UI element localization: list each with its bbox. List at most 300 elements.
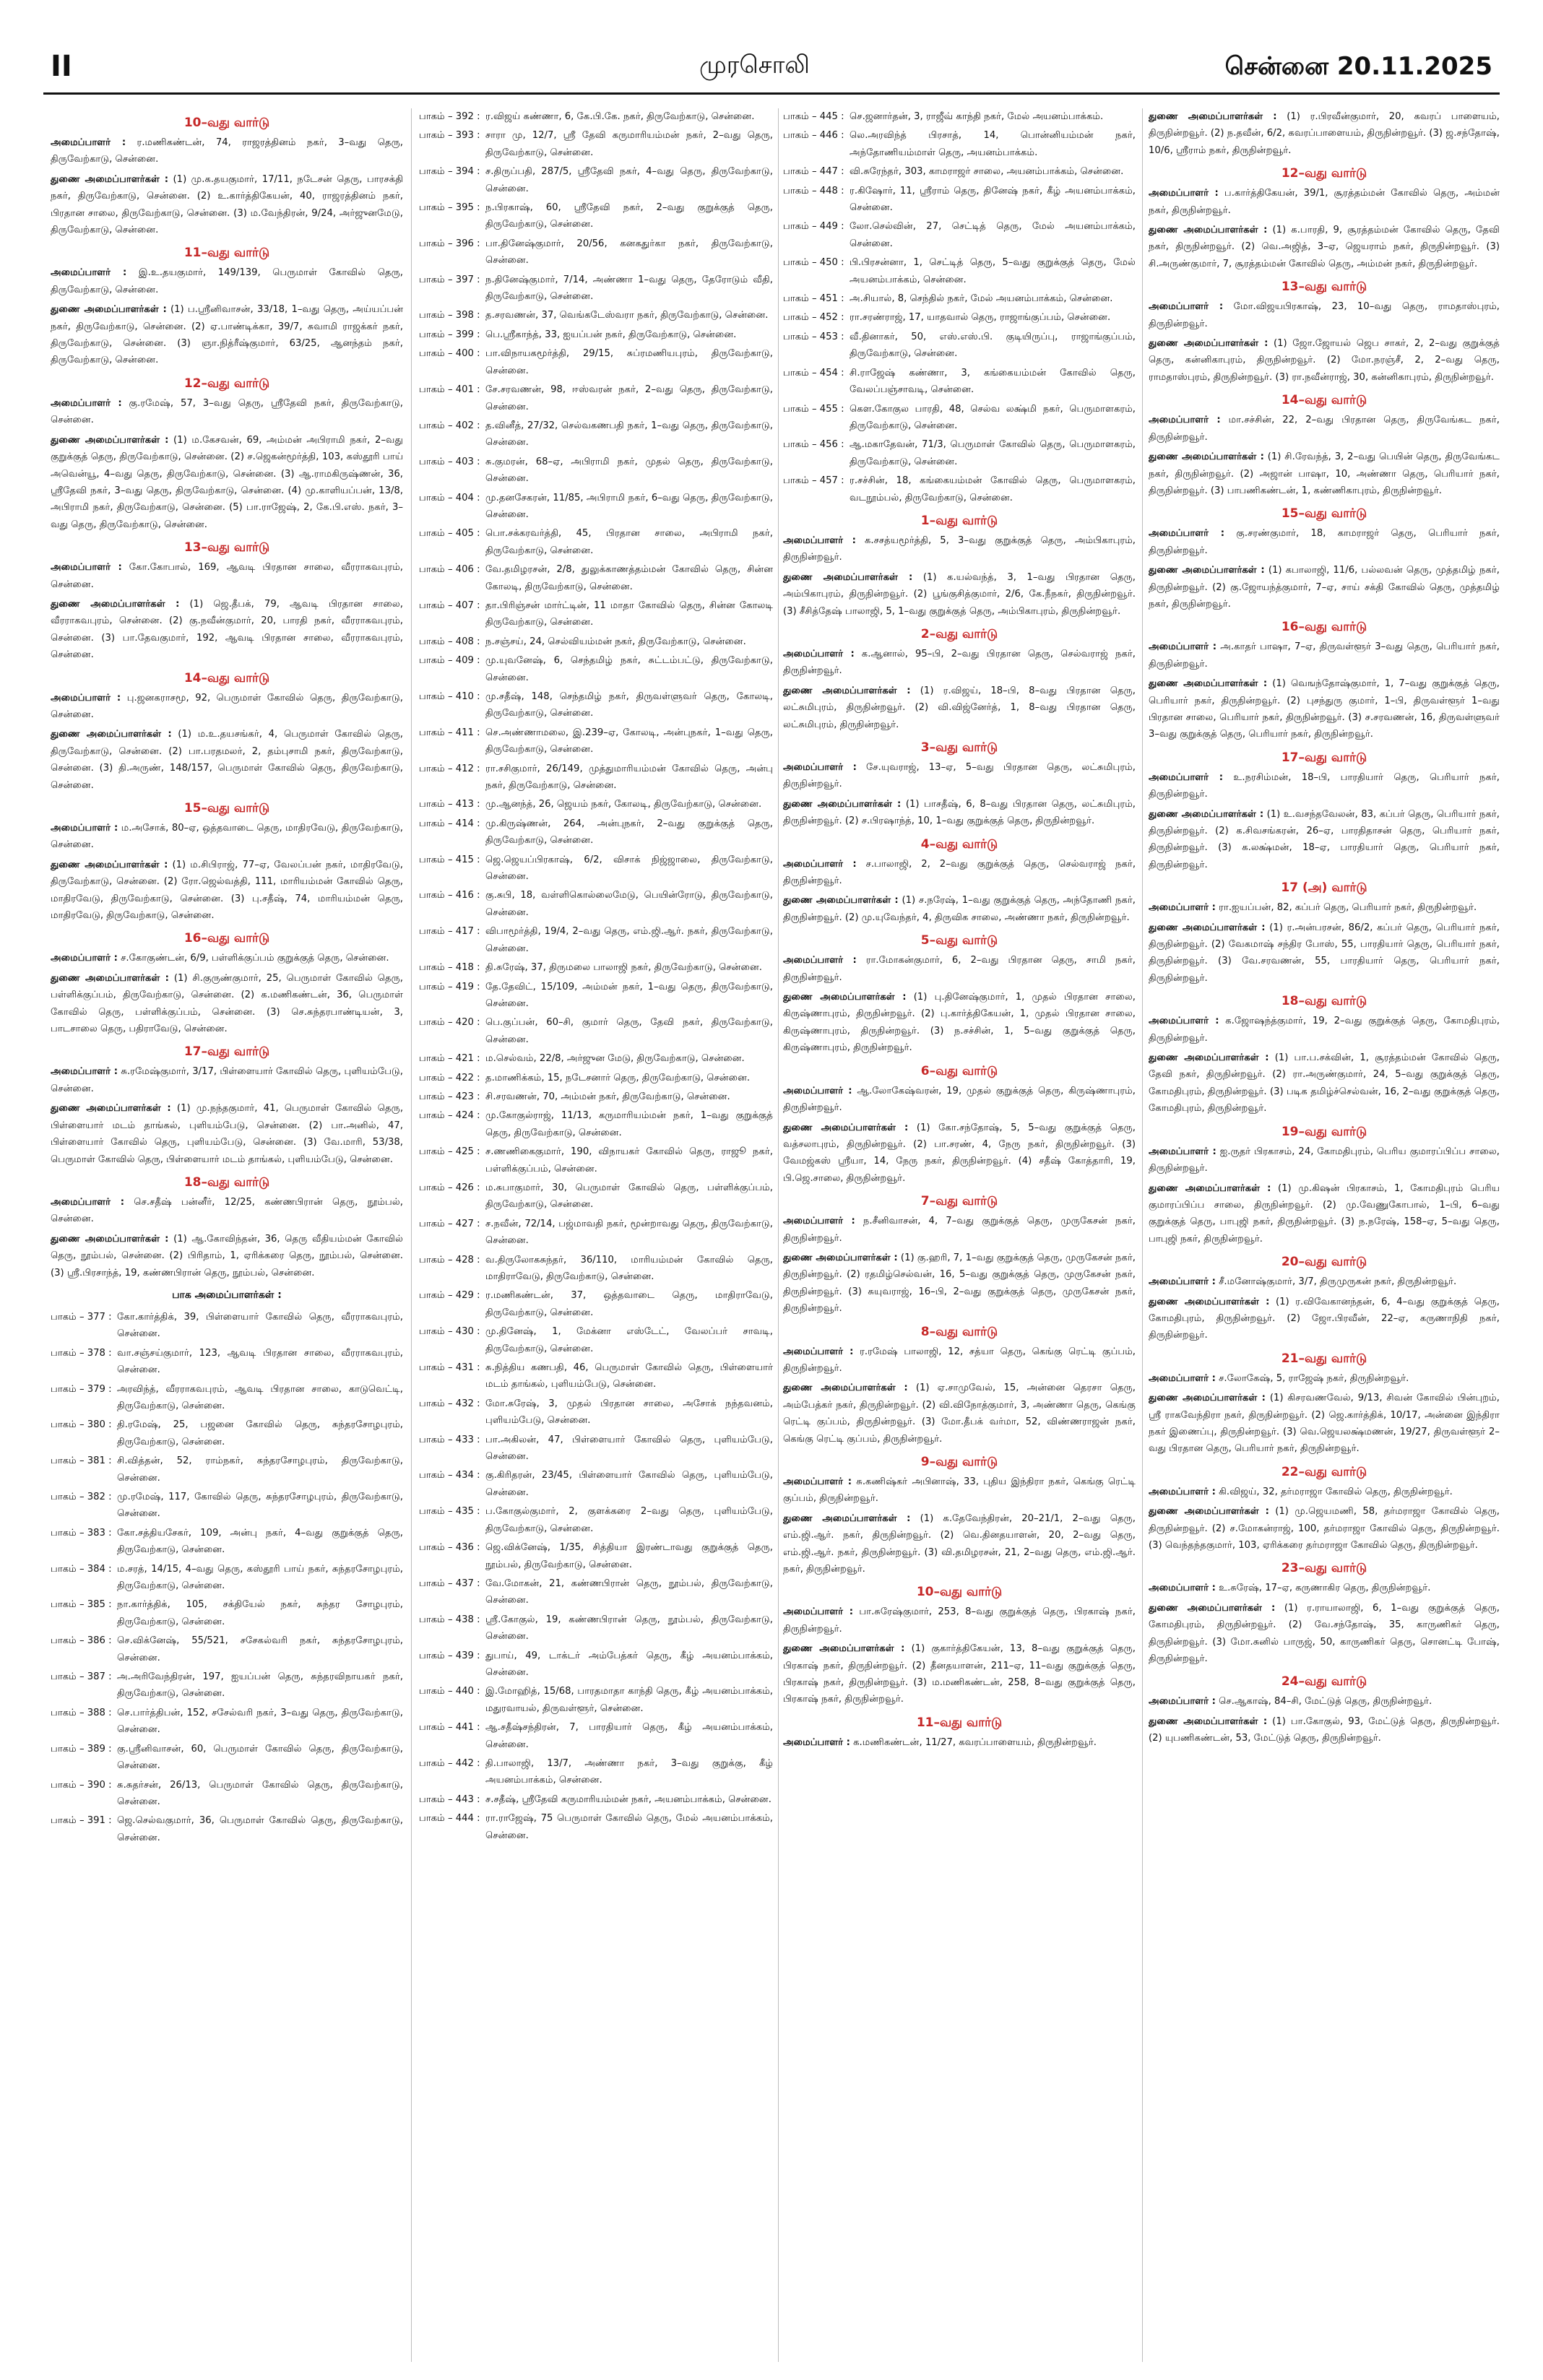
- entry-text: (1) க.தேவேந்திரன், 20–21/1, 2–வது தெரு, எம்.ஜி.ஆர். நகர், திருநின்றவூர். (2) வெ.தினதயாளன், 20, 2–வது தெரு, எம்.ஜி.ஆர். நகர், திருநின்றவூர். (3) வி.தமிழரசன், 21, 2–வது தெரு, எம்.ஜி.ஆர். நகர், திருநின்றவூர்.: [783, 1513, 1136, 1575]
- office-bearer-entry: [1149, 1013, 1500, 1047]
- text-column-4: [1149, 108, 1500, 2366]
- booth-label: பாகம் – 395 :: [419, 202, 480, 214]
- booth-label: பாகம் – 450 :: [783, 257, 844, 269]
- ward-heading: 24–வது வார்டு: [1281, 1674, 1367, 1689]
- booth-entry: [419, 923, 773, 957]
- booth-label: பாகம் – 438 :: [419, 1614, 480, 1625]
- booth-entry: [419, 1648, 773, 1682]
- booth-entry: [419, 688, 773, 722]
- entry-text: (1) ர.ராயாலாஜி, 6, 1–வது குறுக்குத் தெரு, கோமதிபுரம், திருநின்றவூர். (2) வே.சந்தோஷ், 35, காருணிகர் தெரு, திருநின்றவூர். (3) மோ.சுனில் பாருஜ், 50, காருணிகர் தெரு, சொனட்டி போஷ், திருநின்றவூர்.: [1149, 1602, 1500, 1665]
- booth-text: மு.ரமேஷ், 117, கோவில் தெரு, சுந்தரசோழபுரம், திருவேற்காடு, சென்னை.: [117, 1492, 403, 1520]
- entry-text: ச.கோகுண்டன், 6/9, பள்ளிக்குப்பம் குறுக்குத் தெரு, சென்னை.: [117, 953, 389, 964]
- booth-text: த.சரவணன், 37, வெங்கடேஸ்வரா நகர், திருவேற்காடு, சென்னை.: [485, 310, 769, 321]
- entry-text: கு.ரமேஷ், 57, 3–வது தெரு, ஸ்ரீதேவி நகர், திருவேற்காடு, சென்னை.: [51, 397, 403, 426]
- booth-label: பாகம் – 394 :: [419, 166, 480, 178]
- booth-entry: [419, 633, 773, 650]
- office-bearer-entry: [783, 1343, 1136, 1377]
- booth-label: பாகம் – 421 :: [419, 1053, 480, 1065]
- booth-entry: [419, 1252, 773, 1286]
- booth-text: ஜெ.செல்வகுமார், 36, பெருமாள் கோவில் தெரு, திருவேற்காடு, சென்னை.: [117, 1815, 403, 1843]
- role-label: துணை அமைப்பாளர்கள் :: [1149, 678, 1268, 690]
- office-bearer-entry: [1149, 675, 1500, 743]
- booth-text: தா.பிரிஞ்சன் மார்ட்டின், 11 மாதா கோவில் தெரு, சின்ன கோலடி திருவேற்காடு, சென்னை.: [485, 600, 773, 628]
- booth-text: ஜெ.விக்னேஷ், 1/35, சித்தியா இரண்டாவது குறுக்குத் தெரு, நூம்பல், திருவேற்காடு, சென்னை.: [485, 1542, 773, 1570]
- ward-heading: 14–வது வார்டு: [1281, 393, 1367, 408]
- entry-text: (1) ர.பிரவீன்குமார், 20, கவரப் பாளையம், திருநின்றவூர். (2) ந.தவீன், 6/2, கவரப்பாளையம், திருநின்றவூர். (3) ஜ.சந்தோஷ், 10/6, ஸ்ரீராம் நகர், திருநின்றவூர்.: [1149, 111, 1500, 156]
- booth-entry: [51, 1345, 403, 1379]
- entry-text: (1) வெஙந்தோஷ்குமார், 1, 7–வது குறுக்குத் தெரு, பெரியார் நகர், திருநின்றவூர். (2) புசந்துரு குமார், 1–பி, திருவள்ளூர் 1–வது பிரதான சாலை, பெரியார் நகர், திருநின்றவூர். (3) ச.சரவணன், 16, திருவள்ளுவர் 3–வது குறுக்குத் தெரு, பெரியார் நகர், திருநின்றவூர்.: [1149, 678, 1500, 740]
- booth-text: சே.சரவணன், 98, ஈஸ்வரன் நகர், 2–வது தெரு, திருவேற்காடு, சென்னை.: [485, 384, 773, 412]
- entry-text: க.ஆனால், 95–பி, 2–வது பிரதான தெரு, செல்வராஜ் நகர், திருநின்றவூர்.: [783, 648, 1136, 677]
- role-label: அமைப்பாளர் :: [1149, 301, 1224, 313]
- entry-text: (1) ம.கேசவன், 69, அம்மன் அபிராமி நகர், 2–வது குறுக்குத் தெரு, திருவேற்காடு, சென்னை. (2) ச.ஜெகன்மூர்த்தி, 103, கஸ்தூரி பாய் அவென்யூ, 4–வது தெரு, திருவேற்காடு, சென்னை. (3) ஆ.ராமகிருஷ்ணன், 36, ஸ்ரீதேவி நகர், 3–வது தெரு, திருவேற்காடு, சென்னை. (4) மு.காளியப்பன், 13/8, அபிராமி நகர், திருவேற்காடு, சென்னை. (5) பா.ராஜேஷ், 2, கே.பி.எஸ். நகர், 3–வது தெரு, திருவேற்காடு, சென்னை.: [51, 434, 403, 530]
- ward-heading: 10–வது வார்டு: [183, 116, 270, 130]
- booth-text: த.மாணிக்கம், 15, நடேசனார் தெரு, திருவேற்காடு, சென்னை.: [485, 1072, 751, 1083]
- ward-heading: 9–வது வார்டு: [920, 1455, 998, 1469]
- booth-entry: [51, 1596, 403, 1630]
- role-label: துணை அமைப்பாளர்கள் :: [51, 1233, 169, 1245]
- ward-heading: 15–வது வார்டு: [1281, 506, 1367, 522]
- booth-entry: [419, 652, 773, 686]
- booth-label: பாகம் – 378 :: [51, 1347, 112, 1359]
- booth-text: தி.சுரேஷ், 37, திருமலை பாலாஜி நகர், திருவேற்காடு, சென்னை.: [485, 962, 762, 974]
- office-bearer-entry: [783, 569, 1136, 620]
- entry-text: சே.யுவராஜ், 13–ஏ, 5–வது பிரதான தெரு, லட்சுமிபுரம், திருநின்றவூர்.: [783, 762, 1136, 790]
- booth-label: பாகம் – 380 :: [51, 1419, 112, 1431]
- role-label: அமைப்பாளர் :: [1149, 188, 1219, 199]
- page-number: II: [51, 50, 72, 83]
- booth-text: கௌ.கோகுல பாரதி, 48, செல்வ லக்ஷ்மி நகர், பெருமாளகரம், திருவேற்காடு, சென்னை.: [850, 403, 1136, 431]
- entry-text: க.ஜோஷந்த்குமார், 19, 2–வது குறுக்குத் தெரு, கோமதிபுரம், திருநின்றவூர்.: [1149, 1016, 1500, 1044]
- booth-text: சு.குமரன், 68–ஏ, அபிராமி நகர், முதல் தெரு, திருவேற்காடு, சென்னை.: [485, 456, 773, 485]
- booth-label: பாகம் – 429 :: [419, 1290, 480, 1302]
- role-label: துணை அமைப்பாளர்கள் :: [51, 1103, 171, 1115]
- entry-text: ரா.ஐயப்பன், 82, கப்பர் தெரு, பெரியார் நகர், திருநின்றவூர்.: [1215, 902, 1477, 914]
- entry-text: (1) க.யல்வந்த், 3, 1–வது பிரதான தெரு, அம்பிகாபுரம், திருநின்றவூர். (2) பூங்குசித்குமார், 2/6, கே.நீநகர், திருநின்றவூர். (3) சீசித்தேஷ் பாலாஜி, 5, 1–வது குறுக்குத் தெரு, அம்பிகாபுரம், திருநின்றவூர்.: [783, 571, 1136, 617]
- page-header: [0, 0, 1543, 87]
- entry-text: அ.காதர் பாஷா, 7–ஏ, திருவள்ளூர் 3–வது தெரு, பெரியார் நகர், திருநின்றவூர்.: [1149, 641, 1500, 670]
- role-label: துணை அமைப்பாளர்கள் :: [783, 1252, 898, 1263]
- office-bearer-entry: [1149, 1713, 1500, 1747]
- role-label: துணை அமைப்பாளர்கள் :: [783, 685, 911, 696]
- booth-text: செ.பார்த்திபன், 152, சசேல்வரி நகர், 3–வது தெரு, திருவேற்காடு, சென்னை.: [117, 1707, 403, 1736]
- booth-label: பாகம் – 457 :: [783, 475, 844, 487]
- ward-heading: 2–வது வார்டு: [920, 626, 998, 641]
- booth-entry: [419, 1791, 773, 1808]
- office-bearer-entry: [1149, 919, 1500, 987]
- booth-text: வே.தமிழரசன், 2/8, துலுக்காணத்தம்மன் கோவில் தெரு, சின்ன கோலடி, திருவேற்காடு, சென்னை.: [485, 564, 773, 592]
- booth-text: கோ.சத்தியசேகர், 109, அன்பு நகர், 4–வது குறுக்குத் தெரு, திருவேற்காடு, சென்னை.: [117, 1527, 403, 1556]
- role-label: துணை அமைப்பாளர்கள் :: [1149, 1182, 1271, 1194]
- booth-text: வ.திருலோகசுந்தர், 36/110, மாரியம்மன் கோவில் தெரு, மாதிராவேடு, திருவேற்காடு, சென்னை.: [485, 1254, 773, 1282]
- booth-label: பாகம் – 413 :: [419, 799, 480, 810]
- booth-text: பெ.ஸ்ரீகாந்த், 33, ஐயப்பன் நகர், திருவேற்காடு, சென்னை.: [485, 329, 737, 340]
- booth-text: மு.கோகுல்ராஜ், 11/13, கருமாரியம்மன் நகர், 1–வது குறுக்குத் தெரு, திருவேற்காடு, சென்னை.: [485, 1110, 773, 1138]
- ward-heading: 17–வது வார்டு: [183, 1044, 270, 1060]
- booth-label: பாகம் – 417 :: [419, 926, 480, 938]
- role-label: துணை அமைப்பாளர்கள் :: [51, 598, 180, 610]
- section-heading: பாக அமைப்பாளர்கள் :: [172, 1289, 282, 1301]
- booth-text: ஜெ.ஜெயப்பிரகாஷ், 6/2, விசாக் நிஜ்ஜாலை, திருவேற்காடு, சென்னை.: [485, 854, 773, 883]
- booth-text: ஆ.சதீஷ்சந்திரன், 7, பாரதியார் தெரு, கீழ் அயனம்பாக்கம், சென்னை.: [485, 1722, 773, 1750]
- entry-text: ப.கார்த்திகேயன், 39/1, சூரத்தம்மன் கோவில் தெரு, அம்மன் நகர், திருநின்றவூர்.: [1149, 188, 1500, 216]
- booth-text: நா.கார்த்திக், 105, சக்தியேல் நகர், சுந்தர சோழபுரம், திருவேற்காடு, சென்னை.: [117, 1599, 403, 1627]
- booth-entry: [419, 163, 773, 197]
- entry-text: க.சசத்யமூர்த்தி, 5, 3–வது குறுக்குத் தெரு, அம்பிகாபுரம், திருநின்றவூர்.: [783, 535, 1136, 563]
- header-divider: [43, 92, 1500, 95]
- booth-entry: [783, 290, 1136, 307]
- booth-text: ச.ணணிகைகுமார், 190, விநாயகர் கோவில் தெரு, ராஜூ நகர், பள்ளிக்குப்பம், சென்னை.: [485, 1146, 773, 1174]
- booth-entry: [419, 796, 773, 813]
- booth-text: செ.அண்ணாமலை, இ.239–ஏ, கோலடி, அன்புநகர், 1–வது தெரு, திருவேற்காடு, சென்னை.: [485, 727, 773, 756]
- office-bearer-entry: [1149, 1580, 1500, 1596]
- booth-entry: [51, 1489, 403, 1523]
- booth-entry: [419, 1216, 773, 1250]
- office-bearer-entry: [783, 1250, 1136, 1317]
- office-bearer-entry: [1149, 899, 1500, 916]
- office-bearer-entry: [783, 1120, 1136, 1187]
- booth-text: ந.சஞ்சய், 24, செல்வியம்மன் நகர், திருவேற்காடு, சென்னை.: [485, 636, 746, 647]
- ward-heading: 18–வது வார்டு: [1281, 994, 1367, 1009]
- booth-text: விபாமூர்த்தி, 19/4, 2–வது தெரு, எம்.ஜி.ஆர். நகர், திருவேற்காடு, சென்னை.: [485, 926, 773, 954]
- booth-text: செ.ஜனார்தன், 3, ராஜீவ் காந்தி நகர், மேல் அயனம்பாக்கம்.: [850, 111, 1104, 122]
- booth-label: பாகம் – 446 :: [783, 130, 844, 142]
- entry-text: இ.உ.தயகுமார், 149/139, பெருமாள் கோவில் தெரு, திருவேற்காடு, சென்னை.: [51, 267, 403, 295]
- entry-text: ரா.மோகன்குமார், 6, 2–வது பிரதான தெரு, சாமி நகர், திருநின்றவூர்.: [783, 955, 1136, 983]
- ward-heading: 19–வது வார்டு: [1281, 1124, 1367, 1139]
- booth-label: பாகம் – 435 :: [419, 1506, 480, 1518]
- office-bearer-entry: [51, 1231, 403, 1281]
- ward-heading: 11–வது வார்டு: [183, 246, 270, 261]
- role-label: அமைப்பாளர் :: [1149, 1372, 1216, 1384]
- booth-entry: [51, 1416, 403, 1450]
- entry-text: (1) குகார்த்திகேயன், 13, 8–வது குறுக்குத் தெரு, பிரகாஷ் நகர், திருநின்றவூர். (2) தீனதயாளன், 211–ஏ, 11–வது குறுக்குத் தெரு, பிரகாஷ் நகர், திருநின்றவூர். (3) ம.மணிகண்டன், 258, 8–வது குறுக்குத் தெரு, பிரகாஷ் நகர், திருநின்றவூர்.: [783, 1643, 1136, 1705]
- booth-label: பாகம் – 392 :: [419, 111, 480, 122]
- booth-entry: [419, 724, 773, 758]
- office-bearer-entry: [1149, 185, 1500, 219]
- booth-label: பாகம் – 418 :: [419, 962, 480, 974]
- entry-text: கு.சரண்குமார், 18, காமராஜர் தெரு, பெரியார் நகர், திருநின்றவூர்.: [1149, 528, 1500, 556]
- booth-label: பாகம் – 390 :: [51, 1779, 112, 1791]
- booth-entry: [419, 307, 773, 324]
- booth-label: பாகம் – 415 :: [419, 854, 480, 865]
- booth-text: கோ.கார்த்திக், 39, பிள்ளையார் கோவில் தெரு, வீரராகவபுரம், சென்னை.: [117, 1311, 403, 1340]
- role-label: துணை அமைப்பாளர்கள் :: [1149, 1052, 1269, 1064]
- office-bearer-entry: [1149, 108, 1500, 159]
- entry-text: (1) சி.குருண்குமார், 25, பெருமாள் கோவில் தெரு, பள்ளிக்குப்பம், திருவேற்காடு, சென்னை. (2) க.மணிகண்டன், 36, பெருமாள் கோவில் தெரு, பள்ளிக்குப்பம், சென்னை. (3) செ.சுந்தரபாண்டியன், 3, பாடசாலை தெரு, பதிராவேடு, சென்னை.: [51, 972, 403, 1035]
- booth-label: பாகம் – 426 :: [419, 1182, 480, 1193]
- booth-label: பாகம் – 388 :: [51, 1707, 112, 1718]
- office-bearer-entry: [783, 796, 1136, 830]
- booth-label: பாகம் – 444 :: [419, 1813, 480, 1825]
- ward-heading: 8–வது வார்டு: [920, 1324, 998, 1339]
- entry-text: (1) ச.நரேஷ், 1–வது குறுக்குத் தெரு, அந்தோணி நகர், திருநின்றவூர். (2) மு.யுவேந்தர், 4, திருவிக சாலை, அண்ணா நகர், திருநின்றவூர்.: [783, 895, 1136, 923]
- entry-text: (1) உ.வசந்தவேலன், 83, கப்பர் தெரு, பெரியார் நகர், திருநின்றவூர். (2) க.சிவசங்கரன், 26–ஏ, பாரதிதாசன் தெரு, பெரியார் நகர், திருநின்றவூர். (3) க.லக்ஷ்மன், 18–ஏ, பாரதியார் தெரு, பெரியார் நகர், திருநின்றவூர்.: [1149, 808, 1500, 870]
- role-label: அமைப்பாளர் :: [1149, 415, 1221, 426]
- booth-text: ர.விஜய் கண்ணா, 6, கே.பி.கே. நகர், திருவேற்காடு, சென்னை.: [485, 111, 755, 122]
- entry-text: ர.ரமேஷ் பாலாஜி, 12, சத்யா தெரு, கெங்கு ரெட்டி குப்பம், திருநின்றவூர்.: [783, 1346, 1136, 1374]
- role-label: துணை அமைப்பாளர்கள் :: [783, 571, 913, 583]
- role-label: அமைப்பாளர் :: [51, 823, 118, 834]
- booth-label: பாகம் – 389 :: [51, 1743, 112, 1754]
- booth-entry: [419, 1539, 773, 1573]
- entry-text: (1) பா.ப.சக்வின், 1, சூரத்தம்மன் கோவில் தெரு, தேவி நகர், திருநின்றவூர். (2) ரா.அருண்குமார், 24, 5–வது குறுக்குத் தெரு, கோமதிபுரம், திருநின்றவூர். (3) படிக தமிழ்ச்செல்வன், 16, 2–வது குறுக்குத் தெரு, கோமதிபுரம், திருநின்றவூர்.: [1149, 1052, 1500, 1115]
- booth-label: பாகம் – 383 :: [51, 1527, 112, 1539]
- ward-heading: 20–வது வார்டு: [1281, 1255, 1367, 1270]
- role-label: துணை அமைப்பாளர்கள் :: [1149, 1393, 1266, 1404]
- booth-text: பி.பிரசன்னா, 1, செட்டித் தெரு, 5–வது குறுக்குத் தெரு, மேல் அயனம்பாக்கம், சென்னை.: [850, 257, 1136, 285]
- role-label: அமைப்பாளர் :: [783, 1606, 854, 1618]
- office-bearer-entry: [51, 559, 403, 593]
- role-label: அமைப்பாளர் :: [783, 762, 857, 773]
- role-label: துணை அமைப்பாளர்கள் :: [783, 1122, 909, 1133]
- booth-label: பாகம் – 385 :: [51, 1599, 112, 1611]
- booth-entry: [783, 108, 1136, 125]
- booth-entry: [783, 218, 1136, 252]
- booth-label: பாகம் – 416 :: [419, 890, 480, 901]
- booth-entry: [419, 1014, 773, 1048]
- booth-text: துபாய், 49, டாக்டர் அம்பேத்கர் தெரு, கீழ் அயனம்பாக்கம், சென்னை.: [485, 1650, 773, 1678]
- booth-entry: [419, 235, 773, 269]
- booth-label: பாகம் – 423 :: [419, 1091, 480, 1102]
- booth-label: பாகம் – 419 :: [419, 981, 480, 992]
- office-bearer-entry: [1149, 1693, 1500, 1710]
- booth-entry: [783, 309, 1136, 326]
- booth-text: ரா.ராஜேஷ், 75 பெருமாள் கோவில் தெரு, மேல் அயனம்பாக்கம், சென்னை.: [485, 1813, 773, 1841]
- entry-text: ம.அசோக், 80–ஏ, ஒத்தவாடை தெரு, மாதிரவேடு, திருவேற்காடு, சென்னை.: [51, 823, 403, 851]
- role-label: துணை அமைப்பாளர்கள் :: [783, 798, 902, 810]
- entry-text: (1) ம.உ.தயசங்கர், 4, பெருமாள் கோவில் தெரு, திருவேற்காடு, சென்னை. (2) பா.பரதமலர், 2, தம்புசாமி நகர், திருவேற்காடு, சென்னை. (3) தி.அருண், 148/157, பெருமாள் கோவில் தெரு, திருவேற்காடு, சென்னை.: [51, 729, 403, 791]
- office-bearer-entry: [51, 264, 403, 298]
- booth-entry: [419, 1719, 773, 1753]
- role-label: அமைப்பாளர் :: [51, 137, 126, 148]
- booth-text: ர.கிஷோர், 11, ஸ்ரீராம் தெரு, தினேஷ் நகர், கீழ் அயனம்பாக்கம், சென்னை.: [850, 185, 1136, 214]
- entry-text: மா.சச்சின், 22, 2–வது பிரதான தெரு, திருவேங்கட நகர், திருநின்றவூர்.: [1149, 415, 1500, 443]
- booth-entry: [419, 887, 773, 921]
- office-bearer-entry: [51, 395, 403, 429]
- booth-text: சு.நித்திய கணபதி, 46, பெருமாள் கோவில் தெரு, பிள்ளையார் மடம் தாங்கல், புளியம்பேடு, சென்னை.: [485, 1362, 773, 1390]
- entry-text: (1) ர.விவேகானந்தன், 6, 4–வது குறுக்குத் தெரு, கோமதிபுரம், திருநின்றவூர். (2) ஜோ.பிரவீன், 22–ஏ, கருணாநிதி நகர், திருநின்றவூர்.: [1149, 1296, 1500, 1341]
- office-bearer-entry: [51, 857, 403, 925]
- entry-text: கி.விஜய், 32, தர்மராஜா கோவில் தெரு, திருநின்றவூர்.: [1215, 1486, 1453, 1497]
- ward-heading: 17–வது வார்டு: [1281, 750, 1367, 765]
- role-label: அமைப்பாளர் :: [1149, 902, 1216, 914]
- office-bearer-entry: [783, 1213, 1136, 1247]
- booth-entry: [419, 1810, 773, 1844]
- role-label: அமைப்பாளர் :: [51, 562, 122, 574]
- newspaper-masthead: முரசொலி: [699, 51, 810, 79]
- role-label: துணை அமைப்பாளர்கள் :: [1149, 808, 1264, 820]
- booth-label: பாகம் – 430 :: [419, 1326, 480, 1338]
- role-label: அமைப்பாளர் :: [1149, 1016, 1219, 1027]
- entry-text: கோ.கோபால், 169, ஆவடி பிரதான சாலை, வீரராகவபுரம், சென்னை.: [51, 562, 403, 590]
- dateline: சென்னை 20.11.2025: [1224, 52, 1492, 81]
- booth-entry: [419, 272, 773, 306]
- role-label: துணை அமைப்பாளர்கள் :: [1149, 451, 1264, 463]
- booth-entry: [419, 1359, 773, 1393]
- office-bearer-entry: [51, 1100, 403, 1168]
- booth-entry: [419, 381, 773, 415]
- office-bearer-entry: [783, 952, 1136, 986]
- booth-label: பாகம் – 455 :: [783, 403, 844, 415]
- office-bearer-entry: [51, 970, 403, 1038]
- role-label: துணை அமைப்பாளர்கள் :: [1149, 1602, 1276, 1614]
- office-bearer-entry: [1149, 1180, 1500, 1248]
- booth-entry: [419, 1611, 773, 1645]
- entry-text: (1) கிசரவணவேல், 9/13, சிவன் கோவில் பின்புறம், ஸ்ரீ ராகவேந்திரா நகர், திருநின்றவூர். (2) ஜெ.கார்த்திக், 10/17, அன்னை இந்திரா நகர் இணைப்பு, திருநின்றவூர். (3) வெ.ஜெயலக்ஷ்மணன், 19/27, திருவள்ளூர் 2–வது பிரதான தெரு, பெரியார் நகர், திருநின்றவூர்.: [1149, 1393, 1500, 1455]
- booth-entry: [419, 1395, 773, 1429]
- booth-text: ப.கோகுல்குமார், 2, குளக்கரை 2–வது தெரு, புளியம்பேடு, திருவேற்காடு, சென்னை.: [485, 1506, 773, 1534]
- booth-text: மு.யுவனேஷ், 6, செந்தமிழ் நகர், சுட்டம்பட்டு, திருவேற்காடு, சென்னை.: [485, 655, 773, 683]
- office-bearer-entry: [783, 1474, 1136, 1507]
- office-bearer-entry: [1149, 1484, 1500, 1500]
- ward-heading: 11–வது வார்டு: [916, 1715, 1003, 1730]
- booth-entry: [51, 1812, 403, 1846]
- booth-label: பாகம் – 451 :: [783, 293, 844, 305]
- booth-label: பாகம் – 420 :: [419, 1017, 480, 1029]
- entry-text: (1) பா.கோகுல், 93, மேட்டுத் தெரு, திருநின்றவூர். (2) யுபணிகண்டன், 53, மேட்டுத் தெரு, திருநின்றவூர்.: [1149, 1715, 1500, 1744]
- booth-label: பாகம் – 432 :: [419, 1398, 480, 1409]
- ward-heading: 18–வது வார்டு: [183, 1174, 270, 1190]
- booth-text: ம.சரத், 14/15, 4–வது தெரு, கஸ்தூரி பாய் நகர், சுந்தரசோழபுரம், திருவேற்காடு, சென்னை.: [117, 1563, 403, 1592]
- role-label: அமைப்பாளர் :: [51, 1066, 118, 1078]
- office-bearer-entry: [783, 892, 1136, 926]
- booth-label: பாகம் – 398 :: [419, 310, 480, 321]
- booth-label: பாகம் – 439 :: [419, 1650, 480, 1661]
- booth-text: ம.சுபாகுமார், 30, பெருமாள் கோவில் தெரு, பள்ளிக்குப்பம், திருவேற்காடு, சென்னை.: [485, 1182, 773, 1211]
- ward-heading: 15–வது வார்டு: [183, 801, 270, 815]
- booth-entry: [783, 472, 1136, 506]
- entry-text: சீ.மனோஷ்குமார், 3/7, திருமுருகன் நகர், திருநின்றவூர்.: [1215, 1276, 1457, 1288]
- booth-entry: [783, 436, 1136, 470]
- booth-label: பாகம் – 447 :: [783, 166, 844, 178]
- booth-entry: [419, 454, 773, 488]
- office-bearer-entry: [1149, 222, 1500, 272]
- booth-label: பாகம் – 379 :: [51, 1383, 112, 1395]
- office-bearer-entry: [51, 432, 403, 533]
- booth-label: பாகம் – 414 :: [419, 818, 480, 829]
- office-bearer-entry: [783, 759, 1136, 793]
- role-label: துணை அமைப்பாளர்கள் :: [1149, 1296, 1270, 1307]
- booth-label: பாகம் – 454 :: [783, 367, 844, 378]
- booth-text: த.வினீத், 27/32, செல்வகணபதி நகர், 1–வது தெரு, திருவேற்காடு, சென்னை.: [485, 420, 773, 449]
- booth-text: அ.சியால், 8, செந்தில் நகர், மேல் அயனம்பாக்கம், சென்னை.: [850, 293, 1113, 305]
- booth-label: பாகம் – 393 :: [419, 130, 480, 142]
- booth-text: வீ.தினாகர், 50, எஸ்.எஸ்.பி. குடியிருப்பு, ராஜாங்குப்பம், திருவேற்காடு, சென்னை.: [850, 331, 1136, 360]
- booth-text: பா.தினேஷ்குமார், 20/56, கனகதுர்கா நகர், திருவேற்காடு, சென்னை.: [485, 238, 773, 267]
- entry-text: உ.சுரேஷ், 17–ஏ, கருணாகிர தெரு, திருநின்றவூர்.: [1215, 1583, 1431, 1594]
- role-label: துணை அமைப்பாளர்கள் :: [1149, 1715, 1268, 1727]
- entry-text: (1) ஆ.கோவிந்தன், 36, தெரு வீதியம்மன் கோவில் தெரு, நூம்பல், சென்னை. (2) பிரிதாம், 1, ஏரிக்கரை தெரு, நூம்பல், சென்னை. (3) ஸ்ரீ.பிரசாந்த், 19, கண்ணபிரான் தெரு, நூம்பல், சென்னை.: [51, 1233, 403, 1278]
- entry-text: ச.பாலாஜி, 2, 2–வது குறுக்குத் தெரு, செல்வராஜ் நகர், திருநின்றவூர்.: [783, 858, 1136, 887]
- booth-label: பாகம் – 381 :: [51, 1455, 112, 1467]
- booth-text: ச.சதீஷ், ஸ்ரீதேவி கருமாரியம்மன் நகர், அயனம்பாக்கம், சென்னை.: [485, 1793, 772, 1805]
- column-divider: [411, 108, 412, 2362]
- role-label: துணை அமைப்பாளர்கள் :: [1149, 565, 1265, 576]
- booth-entry: [419, 490, 773, 524]
- ward-heading: 5–வது வார்டு: [920, 933, 998, 948]
- booth-text: சி.ராஜேஷ் கண்ணா, 3, கங்கையம்மன் கோவில் தெரு, வேலப்பஞ்சாவடி, சென்னை.: [850, 367, 1136, 396]
- ward-heading: 13–வது வார்டு: [183, 540, 270, 555]
- entry-text: (1) சி.ரேவந்த், 3, 2–வது பெயின் தெரு, திருவேங்கட நகர், திருநின்றவூர். (2) அஜான் பாஷா, 10, அண்ணா தெரு, பெரியார் நகர், திருநின்றவூர். (3) பாபணிகண்டன், 1, கண்ணிகாபுரம், திருநின்றவூர்.: [1149, 451, 1500, 496]
- office-bearer-entry: [783, 1510, 1136, 1578]
- role-label: துணை அமைப்பாளர்கள் :: [51, 304, 167, 316]
- office-bearer-entry: [1149, 412, 1500, 446]
- booth-entry: [51, 1381, 403, 1415]
- role-label: அமைப்பாளர் :: [1149, 528, 1224, 540]
- booth-text: ஸ்ரீ.கோகுல், 19, கண்ணபிரான் தெரு, நூம்பல், திருவேற்காடு, சென்னை.: [485, 1614, 773, 1643]
- booth-entry: [51, 1525, 403, 1559]
- entry-text: பு.ஜனகராசமூ, 92, பெருமாள் கோவில் தெரு, திருவேற்காடு, சென்னை.: [51, 692, 403, 720]
- entry-text: (1) கு.ஹரி, 7, 1–வது குறுக்குத் தெரு, முருகேசன் நகர், திருநின்றவூர். (2) ரதமிழ்செல்வன், 16, 5–வது குறுக்குத் தெரு, முருகேசன் நகர், திருநின்றவூர். (3) சுயுவராஜ், 16–பி, 2–வது குறுக்குத் தெரு, முருகேசன் நகர், திருநின்றவூர்.: [783, 1252, 1136, 1315]
- role-label: அமைப்பாளர் :: [1149, 641, 1216, 653]
- booth-text: லெ.அரவிந்த் பிரசாத், 14, பொன்னியம்மன் நகர், அந்தோணியம்மாள் தெரு, அயனம்பாக்கம்.: [850, 130, 1136, 158]
- booth-label: பாகம் – 452 :: [783, 312, 844, 324]
- booth-text: மு.சதீஷ், 148, செந்தமிழ் நகர், திருவள்ளுவர் தெரு, கோலடி, திருவேற்காடு, சென்னை.: [485, 691, 773, 719]
- office-bearer-entry: [51, 1194, 403, 1228]
- ward-heading: 4–வது வார்டு: [920, 836, 998, 852]
- office-bearer-entry: [51, 301, 403, 369]
- text-column-3: [783, 108, 1136, 2366]
- ward-heading: 12–வது வார்டு: [1281, 166, 1367, 181]
- office-bearer-entry: [1149, 1143, 1500, 1177]
- role-label: துணை அமைப்பாளர்கள் :: [1149, 111, 1277, 122]
- booth-entry: [783, 163, 1136, 180]
- booth-text: சி.வித்தன், 52, ராம்நகர், சுந்தரசோழபுரம், திருவேற்காடு, சென்னை.: [117, 1455, 403, 1484]
- booth-label: பாகம் – 424 :: [419, 1110, 480, 1122]
- booth-text: சாரா மு, 12/7, ஸ்ரீ தேவி கருமாரியம்மன் நகர், 2–வது தெரு, திருவேற்காடு, சென்னை.: [485, 130, 773, 158]
- role-label: துணை அமைப்பாளர்கள் :: [51, 434, 169, 446]
- role-label: அமைப்பாளர் :: [51, 692, 121, 704]
- ward-heading: 16–வது வார்டு: [1281, 620, 1367, 635]
- office-bearer-entry: [1149, 335, 1500, 386]
- entry-text: (1) ர.அன்பரசன், 86/2, கப்பர் தெரு, பெரியார் நகர், திருநின்றவூர். (2) வேகமாஷ் சந்திர போஸ், 55, பாரதியார் தெரு, பெரியார் நகர், திருநின்றவூர். (3) வே.சரவணன், 55, பாரதியார் தெரு, பெரியார் நகர், திருநின்றவூர்.: [1149, 922, 1500, 984]
- entry-text: ஆ.லோகேஷ்வரன், 19, முதல் குறுக்குத் தெரு, கிருஷ்ணாபுரம், திருநின்றவூர்.: [783, 1085, 1136, 1114]
- booth-label: பாகம் – 445 :: [783, 111, 844, 122]
- booth-label: பாகம் – 399 :: [419, 329, 480, 340]
- ward-heading: 10–வது வார்டு: [916, 1585, 1003, 1600]
- role-label: துணை அமைப்பாளர்கள் :: [51, 972, 169, 984]
- role-label: அமைப்பாளர் :: [51, 1196, 125, 1208]
- booth-text: மோ.சுரேஷ், 3, முதல் பிரதான சாலை, அசோக் நந்தவனம், புளியம்பேடு, சென்னை.: [485, 1398, 773, 1427]
- ward-heading: 3–வது வார்டு: [920, 740, 998, 755]
- booth-label: பாகம் – 386 :: [51, 1635, 112, 1647]
- booth-entry: [419, 1287, 773, 1321]
- booth-text: பொ.சக்கரவர்த்தி, 45, பிரதான சாலை, அபிராமி நகர், திருவேற்காடு, சென்னை.: [485, 528, 773, 556]
- entry-text: (1) கபாலாஜி, 11/6, பல்லவன் தெரு, முத்தமிழ் நகர், திருநின்றவூர். (2) கு.ஜோயந்த்குமார், 7–ஏ, சாய் சக்தி கோவில் தெரு, முத்தமிழ் நகர், திருநின்றவூர்.: [1149, 565, 1500, 610]
- booth-text: தி.ரமேஷ், 25, பஜனை கோவில் தெரு, சுந்தரசோழபுரம், திருவேற்காடு, சென்னை.: [117, 1419, 403, 1448]
- booth-label: பாகம் – 404 :: [419, 492, 480, 503]
- booth-entry: [419, 1503, 773, 1537]
- booth-label: பாகம் – 377 :: [51, 1311, 112, 1323]
- booth-entry: [419, 1050, 773, 1067]
- office-bearer-entry: [783, 1604, 1136, 1637]
- entry-text: (1) ஜோ.ஜோயல் ஜெப சாகர், 2, 2–வது குறுக்குத் தெரு, கன்னிகாபுரம், திருநின்றவூர். (2) மோ.நரஞ்சீ, 2, 2–வது தெரு, ராமதாஸ்புரம், திருநின்றவூர். (3) ரா.நவீன்ராஜ், 30, கன்னிகாபுரம், திருநின்றவூர்.: [1149, 338, 1500, 383]
- booth-entry: [419, 1107, 773, 1141]
- booth-entry: [419, 345, 773, 379]
- booth-label: பாகம் – 427 :: [419, 1218, 480, 1229]
- office-bearer-entry: [51, 690, 403, 724]
- booth-text: ச.திருப்பதி, 287/5, ஸ்ரீதேவி நகர், 4–வது தெரு, திருவேற்காடு, சென்னை.: [485, 166, 773, 194]
- booth-label: பாகம் – 405 :: [419, 528, 480, 540]
- office-bearer-entry: [783, 1083, 1136, 1117]
- booth-text: வி.சுரேந்தர், 303, காமராஜர் சாலை, அயனம்பாக்கம், சென்னை.: [850, 166, 1124, 178]
- role-label: துணை அமைப்பாளர்கள் :: [51, 173, 169, 185]
- entry-text: (1) பாசதீஷ், 6, 8–வது பிரதான தெரு, லட்சுமிபுரம், திருநின்றவூர். (2) ச.பிரஷாந்த், 10, 1–வது குறுக்குத் தெரு, திருநின்றவூர்.: [783, 798, 1136, 827]
- booth-entry: [419, 561, 773, 595]
- office-bearer-entry: [783, 1380, 1136, 1448]
- booth-entry: [419, 979, 773, 1013]
